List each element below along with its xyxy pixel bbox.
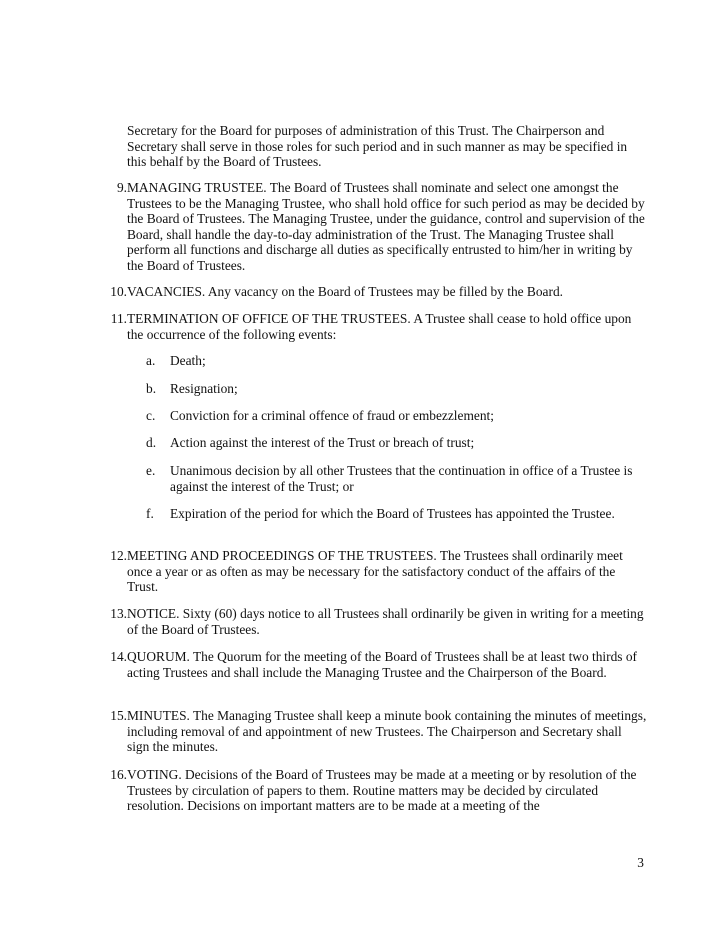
clause-16 bbox=[103, 767, 648, 814]
clause-number: 11. bbox=[110, 311, 127, 326]
clause-number: 16. bbox=[110, 767, 127, 782]
clause-text: QUORUM. The Quorum for the meeting of the Board of Trustees shall be at least two thirds of acting Trustees and shall include the Managing Trustee and the Chairperson of the Board. bbox=[127, 649, 638, 680]
clause-text: MANAGING TRUSTEE. The Board of Trustees shall nominate and select one amongst the Trustees to be the Managing Trustee, who shall hold office for such period as may be decided by the Board of Trustees. The Managing Trustee, under the guidance, control and supervision of the Board, shall handle the day-to-day administration of the Trust. The Managing Trustee shall perform all functions and discharge all duties as specifically entrusted to him/her in writing by the Board of Trustees. bbox=[127, 180, 645, 273]
event-letter: d. bbox=[146, 435, 157, 450]
clause-number: 14. bbox=[110, 649, 127, 664]
clause-11 bbox=[103, 311, 648, 342]
clause-number: 10. bbox=[110, 284, 127, 299]
event-text: Expiration of the period for which the Board of Trustees has appointed the Trustee. bbox=[170, 506, 615, 521]
clause-15 bbox=[103, 708, 648, 755]
clause-text: NOTICE. Sixty (60) days notice to all Trustees shall ordinarily be given in writing for a meeting of the Board of Trustees. bbox=[127, 606, 644, 637]
clause-text: VOTING. Decisions of the Board of Trustees may be made at a meeting or by resolution of the Trustees by circulation of papers to them. Routine matters may be decided by circulated resolution. Decisions on important matters are to be made at a meeting of the bbox=[127, 767, 637, 813]
termination-event-c bbox=[146, 408, 646, 424]
event-text: Conviction for a criminal offence of fraud or embezzlement; bbox=[170, 408, 494, 423]
event-letter: b. bbox=[146, 381, 157, 396]
clause-number: 12. bbox=[110, 548, 127, 563]
event-text: Unanimous decision by all other Trustees that the continuation in office of a Trustee is against the interest of the Trust; or bbox=[170, 463, 633, 494]
clause-9 bbox=[103, 180, 648, 273]
termination-event-b bbox=[146, 381, 646, 397]
clause-10 bbox=[103, 284, 648, 300]
event-letter: e. bbox=[146, 463, 156, 478]
termination-event-e bbox=[146, 463, 646, 494]
clause-text: MEETING AND PROCEEDINGS OF THE TRUSTEES. The Trustees shall ordinarily meet once a year or as often as may be necessary for the satisfactory conduct of the affairs of the Trust. bbox=[127, 548, 623, 594]
clause-14 bbox=[103, 649, 648, 680]
clause-13 bbox=[103, 606, 648, 637]
clause-number: 15. bbox=[110, 708, 127, 723]
clause-text: TERMINATION OF OFFICE OF THE TRUSTEES. A Trustee shall cease to hold office upon the occurrence of the following events: bbox=[127, 311, 632, 342]
page-number: 3 bbox=[637, 855, 644, 870]
clause-12 bbox=[103, 548, 648, 595]
event-text: Death; bbox=[170, 353, 206, 368]
event-letter: c. bbox=[146, 408, 156, 423]
clause-number: 9. bbox=[116, 180, 127, 195]
clause-text: VACANCIES. Any vacancy on the Board of Trustees may be filled by the Board. bbox=[127, 284, 564, 299]
event-text: Action against the interest of the Trust or breach of trust; bbox=[170, 435, 475, 450]
clause-text: MINUTES. The Managing Trustee shall keep a minute book containing the minutes of meetings, including removal of and appointment of new Trustees. The Chairperson and Secretary shall sign the minutes. bbox=[127, 708, 647, 754]
termination-event-f bbox=[146, 506, 646, 522]
termination-event-d bbox=[146, 435, 646, 451]
event-text: Resignation; bbox=[170, 381, 238, 396]
event-letter: a. bbox=[146, 353, 156, 368]
event-letter: f. bbox=[146, 506, 154, 521]
continuation-paragraph: Secretary for the Board for purposes of administration of this Trust. The Chairperson and Secretary shall serve in those roles for such period and in such manner as may be specified in this behalf by the Board of Trustees. bbox=[127, 123, 628, 169]
clause-number: 13. bbox=[110, 606, 127, 621]
termination-event-a bbox=[146, 353, 646, 369]
